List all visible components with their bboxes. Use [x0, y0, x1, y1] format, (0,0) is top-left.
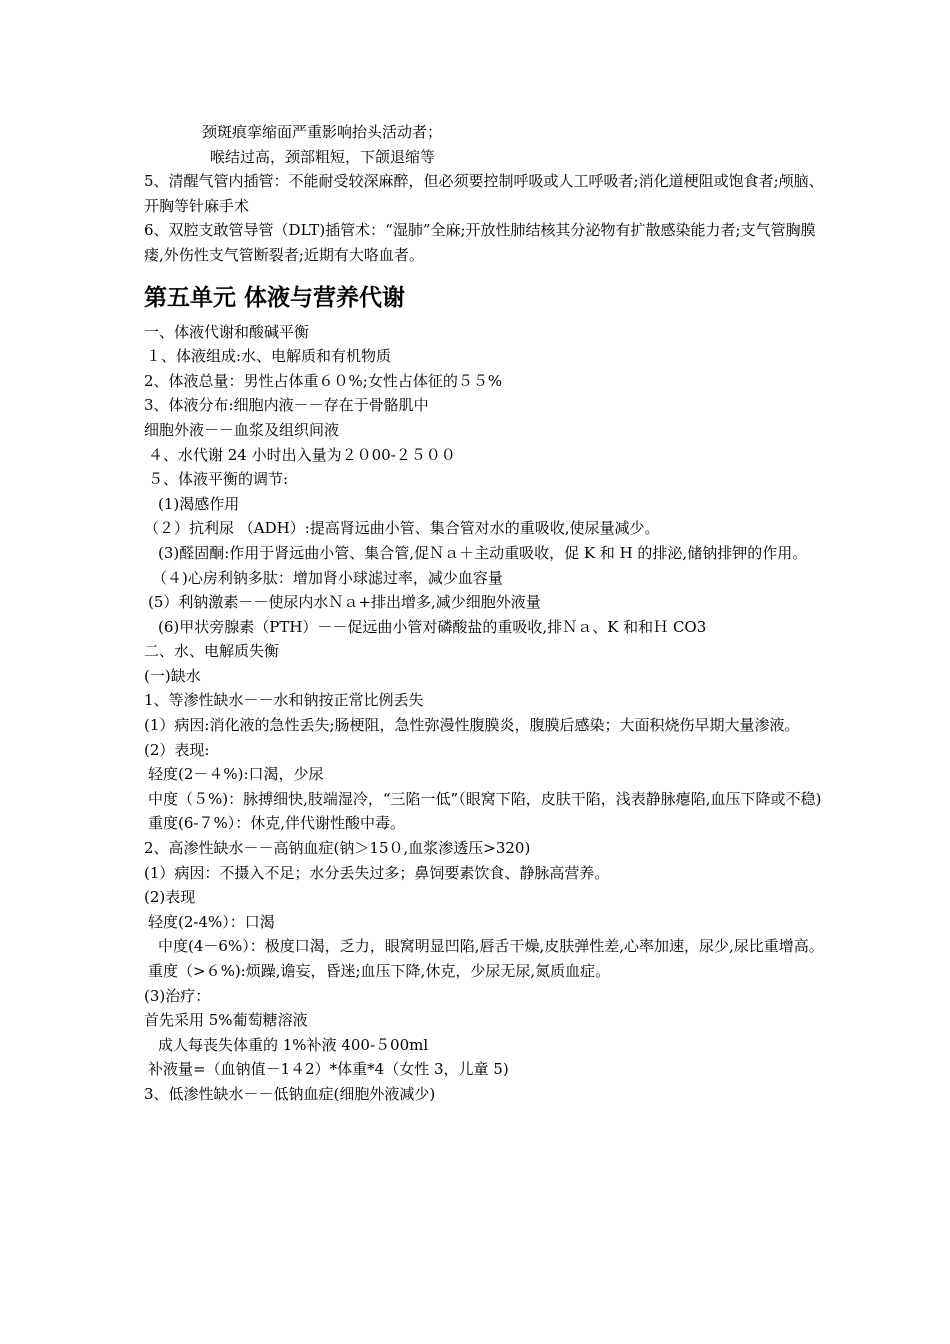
text-line: (5）利钠激素－－使尿内水Ｎａ+排出增多,减少细胞外液量: [148, 593, 541, 612]
text-paragraph: 5、清醒气管内插管：不能耐受较深麻醉，但必须要控制呼吸或人工呼吸者;消化道梗阻或饱食者;颅脑、开胸等针麻手术: [144, 172, 824, 215]
text-line: 细胞外液－－血浆及组织间液: [144, 420, 340, 439]
text-line: (6)甲状旁腺素（PTH）－－促远曲小管对磷酸盐的重吸收,排Ｎａ、K 和和Ｈ CO3: [158, 617, 707, 636]
text-line: (一)缺水: [144, 666, 201, 685]
text-line: 2、高渗性缺水－－高钠血症(钠＞15０,血浆渗透压>320): [144, 839, 531, 858]
text-line: 一、体液代谢和酸碱平衡: [144, 322, 310, 341]
text-line: (3)治疗：: [144, 986, 211, 1005]
text-line: 首先采用 5%葡萄糖溶液: [144, 1011, 308, 1030]
text-line: 轻度(2－４%):口渴，少尿: [148, 765, 324, 784]
text-line: 颈斑痕挛缩面严重影响抬头活动者；: [202, 123, 443, 141]
text-line: (2)表现: [144, 888, 196, 907]
text-line: １、体液组成:水、电解质和有机物质: [146, 347, 392, 366]
text-line: 1、等渗性缺水－－水和钠按正常比例丢失: [144, 691, 424, 710]
text-line: 补液量=（血钠值－1４2）*体重*4（女性 3，儿童 5): [148, 1060, 509, 1079]
document-page: [144, 120, 824, 1107]
text-line: （２）抗利尿 （ADH）:提高肾远曲小管、集合管对水的重吸收,使尿量减少。: [144, 519, 660, 538]
section-heading: 第五单元 体液与营养代谢: [144, 284, 406, 311]
text-line: 轻度(2-4%）：口渴: [148, 912, 275, 931]
text-line: (1)渴感作用: [158, 494, 240, 513]
text-line: ５、体液平衡的调节:: [148, 470, 289, 489]
text-paragraph: (1）病因:消化液的急性丢失;肠梗阻，急性弥漫性腹膜炎，腹膜后感染；大面积烧伤早期大量渗液。: [144, 716, 800, 735]
text-paragraph: 6、双腔支敢管导管（DLT)插管术：“湿肺”全麻;开放性肺结核其分泌物有扩散感染能力者;支气管胸膜瘘,外伤性支气管断裂者;近期有大咯血者。: [144, 221, 816, 264]
text-line: 3、体液分布:细胞内液－－存在于骨骼肌中: [144, 396, 429, 415]
text-paragraph: 中度(4－6%）：极度口渴，乏力，眼窝明显凹陷,唇舌干燥,皮肤弹性差,心率加速，尿少,尿比重增高。: [158, 937, 824, 956]
text-line: 喉结过高，颈部粗短，下颌退缩等: [210, 147, 436, 166]
text-paragraph: (3)醛固酮:作用于肾远曲小管、集合管,促Ｎａ＋主动重吸收，促 K 和 H 的排泌,储钠排钾的作用。: [158, 543, 808, 562]
text-line: ４、水代谢 24 小时出入量为２０00-２５００: [148, 445, 456, 464]
text-line: 成人每丧失体重的 1%补液 400-５00ml: [158, 1035, 429, 1054]
text-line: 二、水、电解质失衡: [144, 642, 280, 661]
text-line: (2）表现:: [144, 740, 210, 759]
text-line: 3、低渗性缺水－－低钠血症(细胞外液减少): [144, 1084, 436, 1103]
text-line: （４)心房利钠多肽：增加肾小球滤过率，减少血容量: [152, 568, 503, 587]
text-line: 重度(6-７%）：休克,伴代谢性酸中毒。: [148, 814, 405, 833]
text-paragraph: 中度（５%)：脉搏细快,肢端湿冷，“三陷一低”（眼窝下陷，皮肤干陷，浅表静脉瘪陷,血压下降或不稳): [148, 789, 822, 808]
text-line: 重度（>６%):烦躁,谵妄，昏迷;血压下降,休克，少尿无尿,氮质血症。: [148, 962, 611, 980]
text-line: (1）病因：不摄入不足；水分丢失过多；鼻饲要素饮食、静脉高营养。: [144, 863, 610, 882]
text-line: 2、体液总量：男性占体重６０%;女性占体征的５５%: [144, 371, 503, 390]
